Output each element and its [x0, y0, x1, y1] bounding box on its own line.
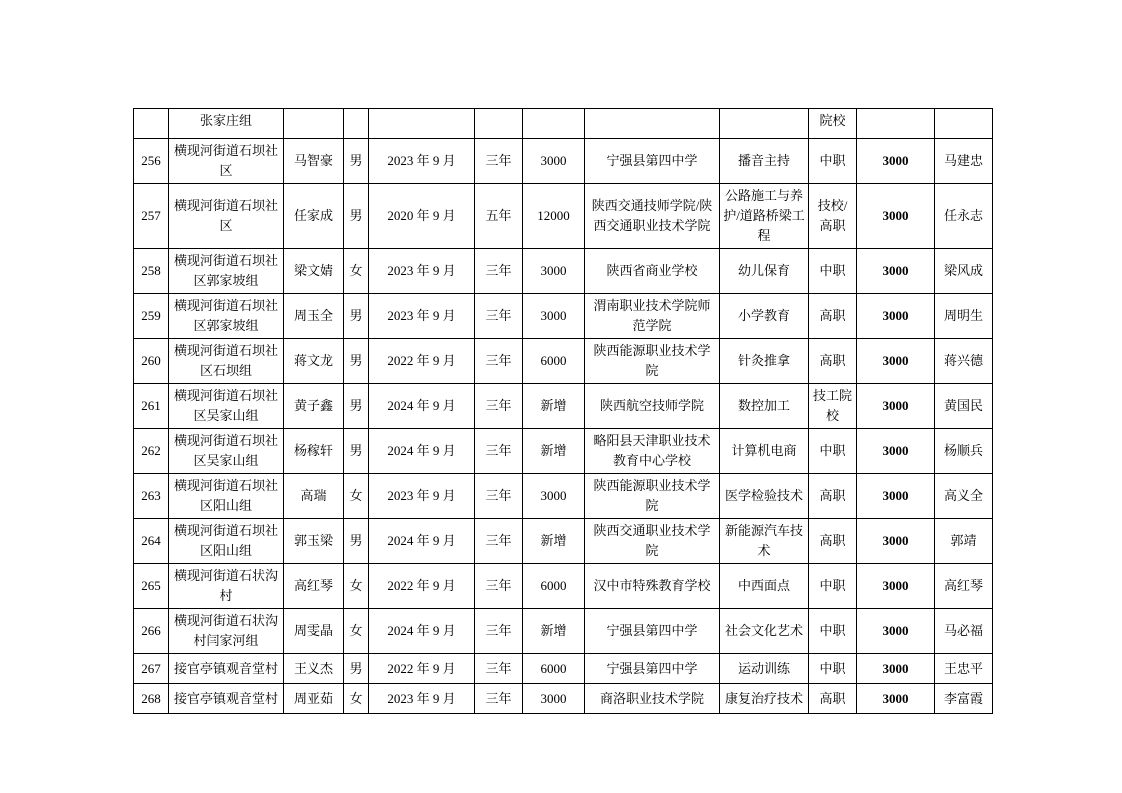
cell-major: 数控加工	[720, 384, 809, 429]
cell-amount: 6000	[523, 654, 585, 684]
cell-grant-amount: 3000	[857, 474, 935, 519]
student-funding-table	[133, 108, 993, 714]
cell-duration	[475, 109, 523, 139]
cell-major	[720, 109, 809, 139]
cell-contact-name: 蒋兴德	[935, 339, 993, 384]
cell-gender: 女	[344, 474, 369, 519]
cell-grant-amount: 3000	[857, 384, 935, 429]
cell-amount: 3000	[523, 139, 585, 184]
cell-grant-amount: 3000	[857, 609, 935, 654]
cell-enroll-date: 2022 年 9 月	[369, 654, 475, 684]
cell-amount: 3000	[523, 249, 585, 294]
cell-gender: 男	[344, 384, 369, 429]
cell-duration: 三年	[475, 684, 523, 714]
cell-contact-name: 郭靖	[935, 519, 993, 564]
cell-enroll-date: 2023 年 9 月	[369, 684, 475, 714]
cell-community: 横现河街道石坝社区郭家坡组	[169, 294, 284, 339]
cell-row-number: 263	[134, 474, 169, 519]
cell-gender: 男	[344, 184, 369, 249]
cell-community: 接官亭镇观音堂村	[169, 654, 284, 684]
cell-row-number: 258	[134, 249, 169, 294]
cell-student-name: 王义杰	[284, 654, 344, 684]
cell-enroll-date: 2023 年 9 月	[369, 249, 475, 294]
cell-contact-name: 高义全	[935, 474, 993, 519]
table-row-carryover	[134, 109, 993, 139]
cell-enroll-date: 2024 年 9 月	[369, 384, 475, 429]
cell-school: 略阳县天津职业技术教育中心学校	[585, 429, 720, 474]
cell-contact-name: 黄国民	[935, 384, 993, 429]
cell-education-level: 技工院校	[809, 384, 857, 429]
cell-school: 陕西能源职业技术学院	[585, 339, 720, 384]
cell-major: 公路施工与养护/道路桥梁工程	[720, 184, 809, 249]
cell-row-number: 264	[134, 519, 169, 564]
cell-gender: 女	[344, 684, 369, 714]
cell-enroll-date: 2024 年 9 月	[369, 519, 475, 564]
cell-grant-amount	[857, 109, 935, 139]
cell-contact-name	[935, 109, 993, 139]
cell-school: 陕西交通技师学院/陕西交通职业技术学院	[585, 184, 720, 249]
cell-gender	[344, 109, 369, 139]
cell-contact-name: 李富霞	[935, 684, 993, 714]
cell-amount: 新增	[523, 519, 585, 564]
cell-contact-name: 马必福	[935, 609, 993, 654]
cell-row-number: 261	[134, 384, 169, 429]
cell-community: 横现河街道石坝社区	[169, 184, 284, 249]
cell-amount: 3000	[523, 474, 585, 519]
table-row	[134, 519, 993, 564]
cell-row-number	[134, 109, 169, 139]
cell-gender: 男	[344, 139, 369, 184]
table-row	[134, 474, 993, 519]
cell-community: 横现河街道石状沟村闫家河组	[169, 609, 284, 654]
cell-grant-amount: 3000	[857, 654, 935, 684]
cell-duration: 三年	[475, 474, 523, 519]
cell-gender: 男	[344, 294, 369, 339]
cell-education-level: 中职	[809, 609, 857, 654]
cell-student-name: 高瑞	[284, 474, 344, 519]
table-row	[134, 184, 993, 249]
cell-row-number: 265	[134, 564, 169, 609]
cell-gender: 男	[344, 429, 369, 474]
cell-duration: 三年	[475, 339, 523, 384]
cell-amount	[523, 109, 585, 139]
cell-duration: 五年	[475, 184, 523, 249]
cell-student-name: 梁文婧	[284, 249, 344, 294]
cell-gender: 女	[344, 609, 369, 654]
cell-duration: 三年	[475, 609, 523, 654]
cell-duration: 三年	[475, 294, 523, 339]
cell-row-number: 257	[134, 184, 169, 249]
cell-enroll-date: 2022 年 9 月	[369, 564, 475, 609]
cell-education-level: 中职	[809, 654, 857, 684]
cell-student-name: 高红琴	[284, 564, 344, 609]
cell-school: 宁强县第四中学	[585, 609, 720, 654]
cell-row-number: 262	[134, 429, 169, 474]
cell-major: 社会文化艺术	[720, 609, 809, 654]
cell-major: 医学检验技术	[720, 474, 809, 519]
cell-education-level: 高职	[809, 474, 857, 519]
cell-gender: 女	[344, 249, 369, 294]
cell-school: 陕西省商业学校	[585, 249, 720, 294]
cell-enroll-date: 2023 年 9 月	[369, 294, 475, 339]
cell-amount: 12000	[523, 184, 585, 249]
cell-gender: 男	[344, 654, 369, 684]
cell-duration: 三年	[475, 429, 523, 474]
cell-amount: 新增	[523, 609, 585, 654]
cell-community: 横现河街道石坝社区阳山组	[169, 519, 284, 564]
cell-major: 运动训练	[720, 654, 809, 684]
cell-student-name: 黄子鑫	[284, 384, 344, 429]
cell-grant-amount: 3000	[857, 139, 935, 184]
cell-major: 小学教育	[720, 294, 809, 339]
cell-school: 汉中市特殊教育学校	[585, 564, 720, 609]
cell-major: 针灸推拿	[720, 339, 809, 384]
cell-student-name: 马智豪	[284, 139, 344, 184]
cell-major: 播音主持	[720, 139, 809, 184]
cell-amount: 新增	[523, 384, 585, 429]
cell-education-level: 院校	[809, 109, 857, 139]
cell-gender: 男	[344, 519, 369, 564]
table-row	[134, 429, 993, 474]
cell-amount: 3000	[523, 684, 585, 714]
table-row	[134, 564, 993, 609]
cell-grant-amount: 3000	[857, 519, 935, 564]
table-row	[134, 339, 993, 384]
cell-school: 宁强县第四中学	[585, 654, 720, 684]
cell-community: 横现河街道石坝社区吴家山组	[169, 384, 284, 429]
table-row	[134, 654, 993, 684]
cell-grant-amount: 3000	[857, 294, 935, 339]
cell-student-name: 周亚茹	[284, 684, 344, 714]
cell-education-level: 高职	[809, 294, 857, 339]
cell-grant-amount: 3000	[857, 184, 935, 249]
cell-community: 横现河街道石状沟村	[169, 564, 284, 609]
cell-major: 新能源汽车技术	[720, 519, 809, 564]
cell-school: 渭南职业技术学院师范学院	[585, 294, 720, 339]
table-row	[134, 294, 993, 339]
cell-row-number: 266	[134, 609, 169, 654]
cell-contact-name: 梁风成	[935, 249, 993, 294]
cell-education-level: 中职	[809, 139, 857, 184]
cell-community: 接官亭镇观音堂村	[169, 684, 284, 714]
cell-education-level: 高职	[809, 519, 857, 564]
cell-student-name: 任家成	[284, 184, 344, 249]
cell-education-level: 中职	[809, 429, 857, 474]
cell-community: 张家庄组	[169, 109, 284, 139]
cell-duration: 三年	[475, 654, 523, 684]
cell-grant-amount: 3000	[857, 564, 935, 609]
cell-contact-name: 任永志	[935, 184, 993, 249]
cell-student-name: 杨稼轩	[284, 429, 344, 474]
table-row	[134, 249, 993, 294]
cell-student-name: 蒋文龙	[284, 339, 344, 384]
cell-gender: 男	[344, 339, 369, 384]
cell-major: 康复治疗技术	[720, 684, 809, 714]
cell-amount: 3000	[523, 294, 585, 339]
cell-school: 宁强县第四中学	[585, 139, 720, 184]
table-row	[134, 139, 993, 184]
cell-education-level: 中职	[809, 564, 857, 609]
cell-gender: 女	[344, 564, 369, 609]
cell-row-number: 256	[134, 139, 169, 184]
cell-row-number: 268	[134, 684, 169, 714]
cell-education-level: 中职	[809, 249, 857, 294]
cell-major: 计算机电商	[720, 429, 809, 474]
table-row	[134, 609, 993, 654]
cell-duration: 三年	[475, 384, 523, 429]
cell-education-level: 技校/高职	[809, 184, 857, 249]
cell-community: 横现河街道石坝社区吴家山组	[169, 429, 284, 474]
cell-grant-amount: 3000	[857, 249, 935, 294]
cell-row-number: 260	[134, 339, 169, 384]
cell-row-number: 267	[134, 654, 169, 684]
cell-grant-amount: 3000	[857, 429, 935, 474]
cell-amount: 新增	[523, 429, 585, 474]
cell-enroll-date: 2024 年 9 月	[369, 429, 475, 474]
cell-duration: 三年	[475, 564, 523, 609]
cell-row-number: 259	[134, 294, 169, 339]
cell-education-level: 高职	[809, 684, 857, 714]
cell-school: 陕西交通职业技术学院	[585, 519, 720, 564]
cell-contact-name: 周明生	[935, 294, 993, 339]
cell-major: 中西面点	[720, 564, 809, 609]
cell-student-name: 郭玉梁	[284, 519, 344, 564]
cell-contact-name: 马建忠	[935, 139, 993, 184]
cell-student-name: 周玉全	[284, 294, 344, 339]
cell-student-name: 周雯晶	[284, 609, 344, 654]
cell-enroll-date: 2023 年 9 月	[369, 139, 475, 184]
cell-duration: 三年	[475, 139, 523, 184]
cell-contact-name: 王忠平	[935, 654, 993, 684]
cell-enroll-date: 2023 年 9 月	[369, 474, 475, 519]
cell-community: 横现河街道石坝社区	[169, 139, 284, 184]
cell-education-level: 高职	[809, 339, 857, 384]
cell-school: 陕西航空技师学院	[585, 384, 720, 429]
cell-student-name	[284, 109, 344, 139]
cell-enroll-date: 2022 年 9 月	[369, 339, 475, 384]
cell-amount: 6000	[523, 339, 585, 384]
cell-contact-name: 高红琴	[935, 564, 993, 609]
cell-duration: 三年	[475, 249, 523, 294]
cell-major: 幼儿保育	[720, 249, 809, 294]
cell-community: 横现河街道石坝社区石坝组	[169, 339, 284, 384]
cell-community: 横现河街道石坝社区阳山组	[169, 474, 284, 519]
cell-grant-amount: 3000	[857, 684, 935, 714]
cell-contact-name: 杨顺兵	[935, 429, 993, 474]
cell-grant-amount: 3000	[857, 339, 935, 384]
table-row	[134, 384, 993, 429]
table-row	[134, 684, 993, 714]
cell-duration: 三年	[475, 519, 523, 564]
cell-school	[585, 109, 720, 139]
cell-enroll-date: 2020 年 9 月	[369, 184, 475, 249]
cell-school: 商洛职业技术学院	[585, 684, 720, 714]
cell-enroll-date: 2024 年 9 月	[369, 609, 475, 654]
cell-amount: 6000	[523, 564, 585, 609]
cell-school: 陕西能源职业技术学院	[585, 474, 720, 519]
cell-enroll-date	[369, 109, 475, 139]
cell-community: 横现河街道石坝社区郭家坡组	[169, 249, 284, 294]
